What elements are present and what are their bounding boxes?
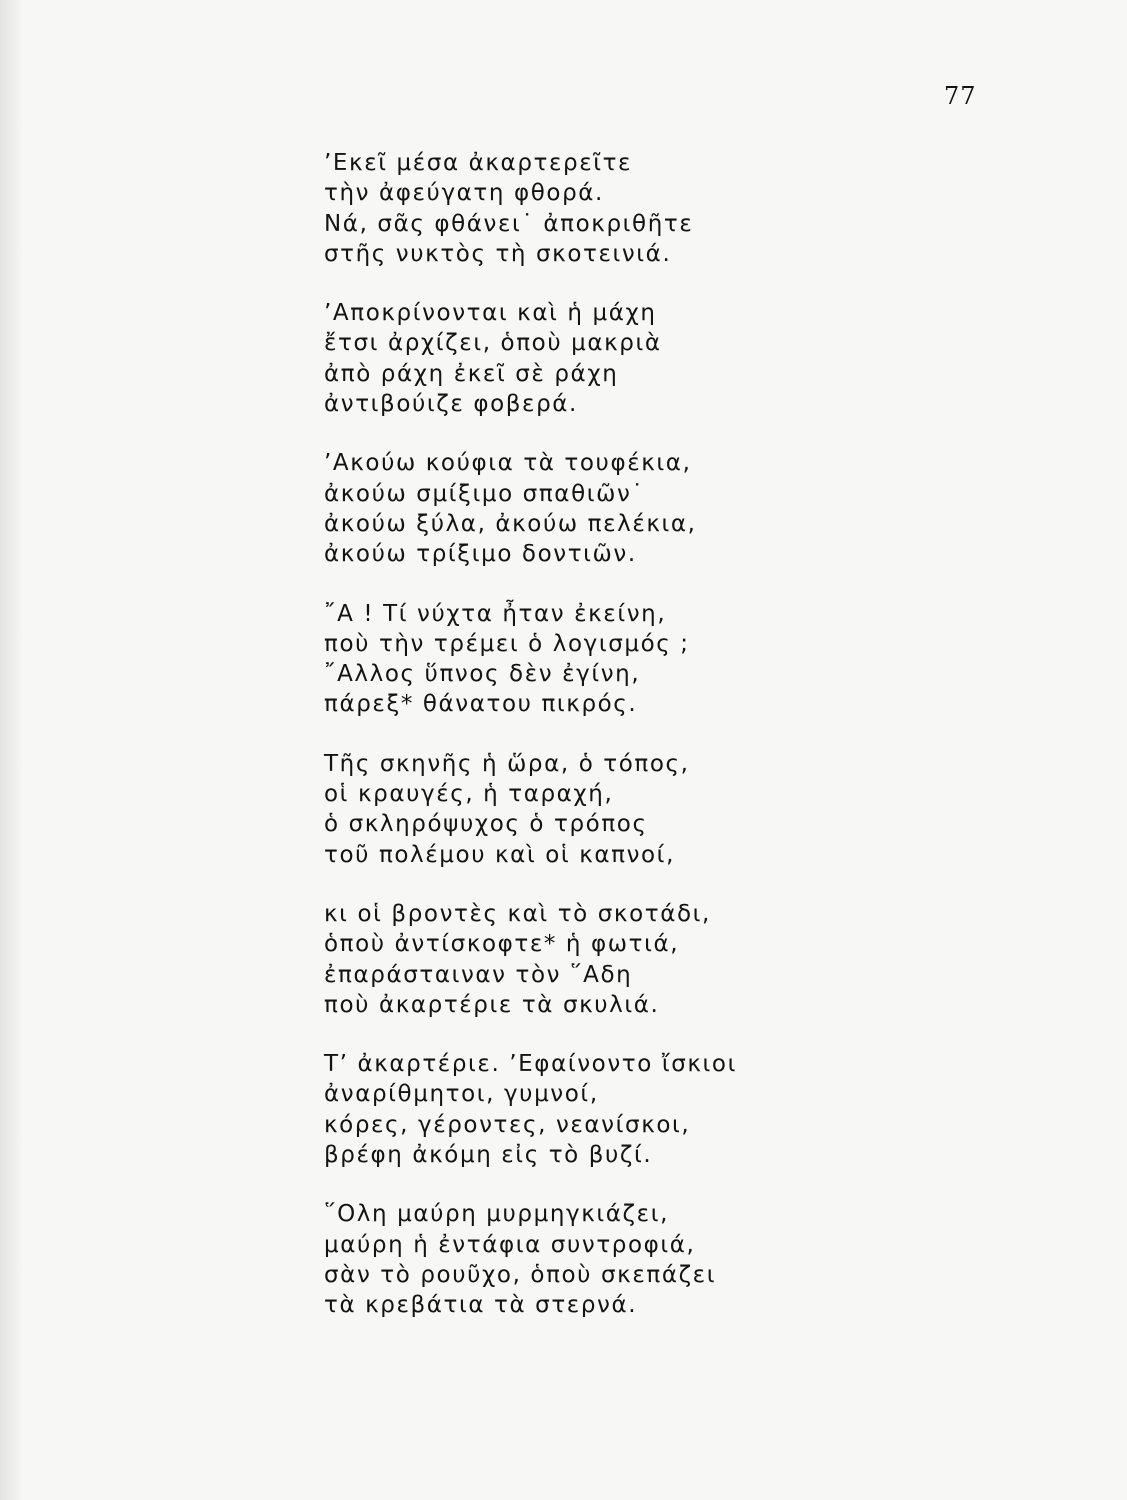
poem-line: ἀκούω τρίξιμο δοντιῶν. bbox=[324, 541, 637, 568]
poem-line: Νά, σᾶς φθάνει˙ ἀποκριθῆτε bbox=[324, 210, 694, 237]
poem-line: κόρες, γέροντες, νεανίσκοι, bbox=[324, 1111, 691, 1138]
poem-line: ῎Αλλος ὕπνος δὲν ἐγίνη, bbox=[324, 661, 641, 688]
stanza-6 bbox=[324, 899, 1044, 1020]
poem-line: ἀκούω ξύλα, ἀκούω πελέκια, bbox=[324, 510, 697, 537]
poem-line: ἀκούω σμίξιμο σπαθιῶν˙ bbox=[324, 480, 645, 507]
page-number: 77 bbox=[944, 82, 977, 110]
poem-line: ὁ σκληρόψυχος ὁ τρόπος bbox=[324, 811, 648, 838]
poem-line: ’Ακούω κούφια τὰ τουφέκια, bbox=[324, 450, 692, 477]
poem-line: ἐπαράσταιναν τὸν ῞Αδη bbox=[324, 961, 633, 988]
poem-line: στῆς νυκτὸς τὴ σκοτεινιά. bbox=[324, 240, 672, 267]
poem-line: ῎Α ! Τί νύχτα ἦταν ἐκείνη, bbox=[324, 600, 667, 627]
poem-line: ’Εκεῖ μέσα ἀκαρτερεῖτε bbox=[324, 150, 633, 176]
poem-line: ὁποὺ ἀντίσκοφτε* ἡ φωτιά, bbox=[324, 931, 680, 958]
poem-line: τὴν ἀφεύγατη φθορά. bbox=[324, 180, 604, 207]
poem-line: ποὺ ἀκαρτέριε τὰ σκυλιά. bbox=[324, 991, 660, 1018]
poem-line: Τ’ ἀκαρτέριε. ’Εφαίνοντο ἴσκιοι bbox=[324, 1051, 737, 1078]
poem-line: βρέφη ἀκόμη εἰς τὸ βυζί. bbox=[324, 1142, 653, 1169]
stanza-1 bbox=[324, 148, 1044, 269]
poem-line: ῞Ολη μαύρη μυρμηγκιάζει, bbox=[324, 1201, 669, 1228]
stanza-3 bbox=[324, 448, 1044, 569]
poem-line: σὰν τὸ ρουῦχο, ὁποὺ σκεπάζει bbox=[324, 1261, 717, 1288]
poem-line: τὰ κρεβάτια τὰ στερνά. bbox=[324, 1292, 638, 1319]
poem-line: οἱ κραυγές, ἡ ταραχή, bbox=[324, 781, 614, 808]
poem-line: ἔτσι ἀρχίζει, ὁποὺ μακριὰ bbox=[324, 330, 662, 357]
stanza-7 bbox=[324, 1049, 1044, 1170]
poem-line: ἀναρίθμητοι, γυμνοί, bbox=[324, 1081, 599, 1108]
poem-line: πάρεξ* θάνατου πικρός. bbox=[324, 691, 638, 718]
stanza-4 bbox=[324, 599, 1044, 720]
stanza-8 bbox=[324, 1199, 1044, 1320]
poem-line: τοῦ πολέμου καὶ οἱ καπνοί, bbox=[324, 841, 675, 868]
poem bbox=[324, 148, 1044, 1350]
poem-line: ἀντιβούιζε φοβερά. bbox=[324, 391, 578, 418]
poem-line: ’Αποκρίνονται καὶ ἡ μάχη bbox=[324, 300, 657, 327]
page-edge-shadow bbox=[0, 0, 24, 1500]
poem-line: κι οἱ βροντὲς καὶ τὸ σκοτάδι, bbox=[324, 900, 711, 927]
stanza-5 bbox=[324, 749, 1044, 870]
poem-line: Τῆς σκηνῆς ἡ ὥρα, ὁ τόπος, bbox=[324, 750, 690, 777]
poem-line: μαύρη ἡ ἐντάφια συντροφιά, bbox=[324, 1231, 696, 1258]
poem-line: ποὺ τὴν τρέμει ὁ λογισμός ; bbox=[324, 630, 690, 657]
poem-line: ἀπὸ ράχη ἐκεῖ σὲ ράχη bbox=[324, 360, 619, 387]
stanza-2 bbox=[324, 298, 1044, 419]
